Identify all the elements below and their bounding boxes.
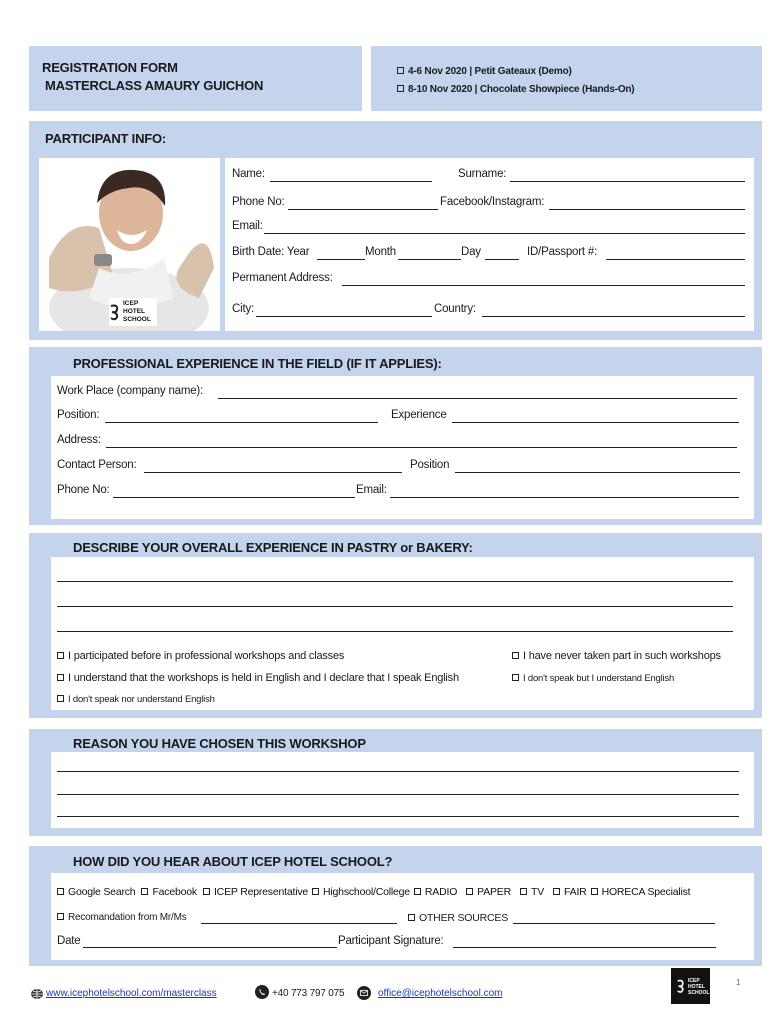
- checkbox[interactable]: [203, 888, 210, 895]
- source-facebook[interactable]: Facebook: [141, 886, 197, 898]
- work-email-label: Email:: [356, 484, 387, 496]
- surname-field[interactable]: [510, 181, 745, 182]
- footer-logo-text-1: ICEP: [688, 978, 700, 984]
- describe-line-1[interactable]: [57, 581, 733, 582]
- workplace-label: Work Place (company name):: [57, 385, 204, 397]
- logo-text-3: SCHOOL: [123, 316, 151, 323]
- icep-logo-icon: [109, 303, 121, 321]
- other-sources-field[interactable]: [513, 923, 715, 924]
- globe-icon: [30, 988, 44, 1000]
- country-label: Country:: [434, 303, 476, 315]
- work-phone-field[interactable]: [113, 497, 355, 498]
- social-label: Facebook/Instagram:: [440, 196, 545, 208]
- date-field[interactable]: [83, 947, 337, 948]
- email-label: Email:: [232, 220, 263, 232]
- source-google[interactable]: Google Search: [57, 886, 135, 898]
- participant-fields-box: [225, 158, 754, 331]
- work-email-field[interactable]: [390, 497, 739, 498]
- checkbox[interactable]: [57, 652, 64, 659]
- checkbox[interactable]: [520, 888, 527, 895]
- city-field[interactable]: [256, 316, 432, 317]
- source-radio[interactable]: RADIO: [414, 886, 457, 898]
- footer-logo-text-2: HOTEL: [688, 984, 705, 990]
- work-address-field[interactable]: [106, 447, 737, 448]
- date-label: Date: [57, 935, 81, 947]
- date-option-1[interactable]: 4-6 Nov 2020 | Petit Gateaux (Demo): [397, 66, 572, 77]
- participant-title: PARTICIPANT INFO:: [45, 131, 167, 146]
- source-tv[interactable]: TV: [520, 886, 544, 898]
- day-label: Day: [461, 246, 481, 258]
- page-number: 1: [736, 978, 741, 987]
- phone-label: Phone No:: [232, 196, 285, 208]
- month-label: Month: [365, 246, 396, 258]
- footer-logo-text-3: SCHOOL: [688, 990, 710, 996]
- form-subtitle: MASTERCLASS AMAURY GUICHON: [45, 78, 264, 93]
- address-field[interactable]: [342, 285, 745, 286]
- checkbox[interactable]: [591, 888, 598, 895]
- experience-label: Experience: [391, 409, 447, 421]
- source-fair[interactable]: FAIR: [553, 886, 587, 898]
- day-field[interactable]: [485, 259, 519, 260]
- source-horeca[interactable]: HORECA Specialist: [591, 886, 691, 898]
- icep-logo-icon: [676, 978, 686, 994]
- contact-field[interactable]: [144, 472, 402, 473]
- header-dates-box: [371, 46, 762, 111]
- checkbox[interactable]: [466, 888, 473, 895]
- position-field[interactable]: [105, 422, 378, 423]
- checkbox[interactable]: [553, 888, 560, 895]
- footer-logo: [671, 968, 710, 1004]
- photo-logo: [109, 298, 157, 326]
- describe-box: [51, 557, 754, 710]
- experience-field[interactable]: [452, 422, 739, 423]
- hear-title: HOW DID YOU HEAR ABOUT ICEP HOTEL SCHOOL?: [73, 854, 393, 869]
- experience-option-2[interactable]: I have never taken part in such workshops: [512, 650, 721, 662]
- source-options-row: [57, 886, 690, 898]
- date-option-2[interactable]: 8-10 Nov 2020 | Chocolate Showpiece (Hands-On): [397, 84, 634, 95]
- name-field[interactable]: [270, 181, 432, 182]
- checkbox[interactable]: [57, 695, 64, 702]
- professional-title: PROFESSIONAL EXPERIENCE IN THE FIELD (IF IT APPLIES):: [73, 356, 442, 371]
- address-label: Permanent Address:: [232, 272, 333, 284]
- contact-position-label: Position: [410, 459, 450, 471]
- checkbox[interactable]: [397, 85, 404, 92]
- phone-icon: [255, 985, 269, 999]
- workplace-field[interactable]: [218, 398, 737, 399]
- contact-label: Contact Person:: [57, 459, 137, 471]
- checkbox[interactable]: [408, 914, 415, 921]
- email-link[interactable]: office@icephotelschool.com: [378, 988, 503, 999]
- checkbox[interactable]: [57, 674, 64, 681]
- language-option-3[interactable]: I don't speak nor understand English: [57, 694, 215, 705]
- id-field[interactable]: [606, 259, 745, 260]
- source-highschool[interactable]: Highschool/College: [312, 886, 410, 898]
- phone-field[interactable]: [288, 209, 438, 210]
- checkbox[interactable]: [57, 888, 64, 895]
- checkbox[interactable]: [397, 67, 404, 74]
- work-address-label: Address:: [57, 434, 101, 446]
- signature-label: Participant Signature:: [338, 935, 444, 947]
- birth-year-field[interactable]: [317, 259, 365, 260]
- other-sources-option[interactable]: OTHER SOURCES: [408, 912, 508, 924]
- source-icep-rep[interactable]: ICEP Representative: [203, 886, 308, 898]
- email-field[interactable]: [264, 233, 745, 234]
- signature-field[interactable]: [453, 947, 716, 948]
- checkbox[interactable]: [512, 674, 519, 681]
- name-label: Name:: [232, 168, 265, 180]
- city-label: City:: [232, 303, 255, 315]
- reason-line-2[interactable]: [57, 794, 739, 795]
- checkbox[interactable]: [57, 913, 64, 920]
- recommendation-field[interactable]: [201, 923, 397, 924]
- language-option-2[interactable]: I don't speak but I understand English: [512, 673, 674, 684]
- email-icon: [357, 986, 371, 1000]
- birth-year-label: Birth Date: Year: [232, 246, 310, 258]
- id-label: ID/Passport #:: [527, 246, 598, 258]
- reason-title: REASON YOU HAVE CHOSEN THIS WORKSHOP: [73, 736, 366, 751]
- contact-position-field[interactable]: [455, 472, 740, 473]
- checkbox[interactable]: [312, 888, 319, 895]
- surname-label: Surname:: [458, 168, 507, 180]
- checkbox[interactable]: [512, 652, 519, 659]
- logo-text-1: ICEP: [123, 300, 139, 307]
- recommendation-option[interactable]: Recomandation from Mr/Ms: [57, 912, 187, 923]
- checkbox[interactable]: [141, 888, 148, 895]
- work-phone-label: Phone No:: [57, 484, 110, 496]
- checkbox[interactable]: [414, 888, 421, 895]
- reason-line-3[interactable]: [57, 816, 739, 817]
- describe-line-2[interactable]: [57, 606, 733, 607]
- footer-phone: +40 773 797 075: [272, 988, 345, 999]
- position-label: Position:: [57, 409, 100, 421]
- reason-line-1[interactable]: [57, 771, 739, 772]
- logo-text-2: HOTEL: [123, 308, 146, 315]
- source-paper[interactable]: PAPER: [466, 886, 511, 898]
- language-option-1[interactable]: I understand that the workshops is held in English and I declare that I speak English: [57, 672, 459, 684]
- month-field[interactable]: [398, 259, 461, 260]
- website-link[interactable]: www.icephotelschool.com/masterclass: [46, 988, 217, 999]
- country-field[interactable]: [482, 316, 745, 317]
- social-field[interactable]: [549, 209, 745, 210]
- experience-option-1[interactable]: I participated before in professional workshops and classes: [57, 650, 344, 662]
- describe-line-3[interactable]: [57, 631, 733, 632]
- form-title: REGISTRATION FORM: [42, 60, 178, 75]
- describe-title: DESCRIBE YOUR OVERALL EXPERIENCE IN PASTRY or BAKERY:: [73, 540, 473, 555]
